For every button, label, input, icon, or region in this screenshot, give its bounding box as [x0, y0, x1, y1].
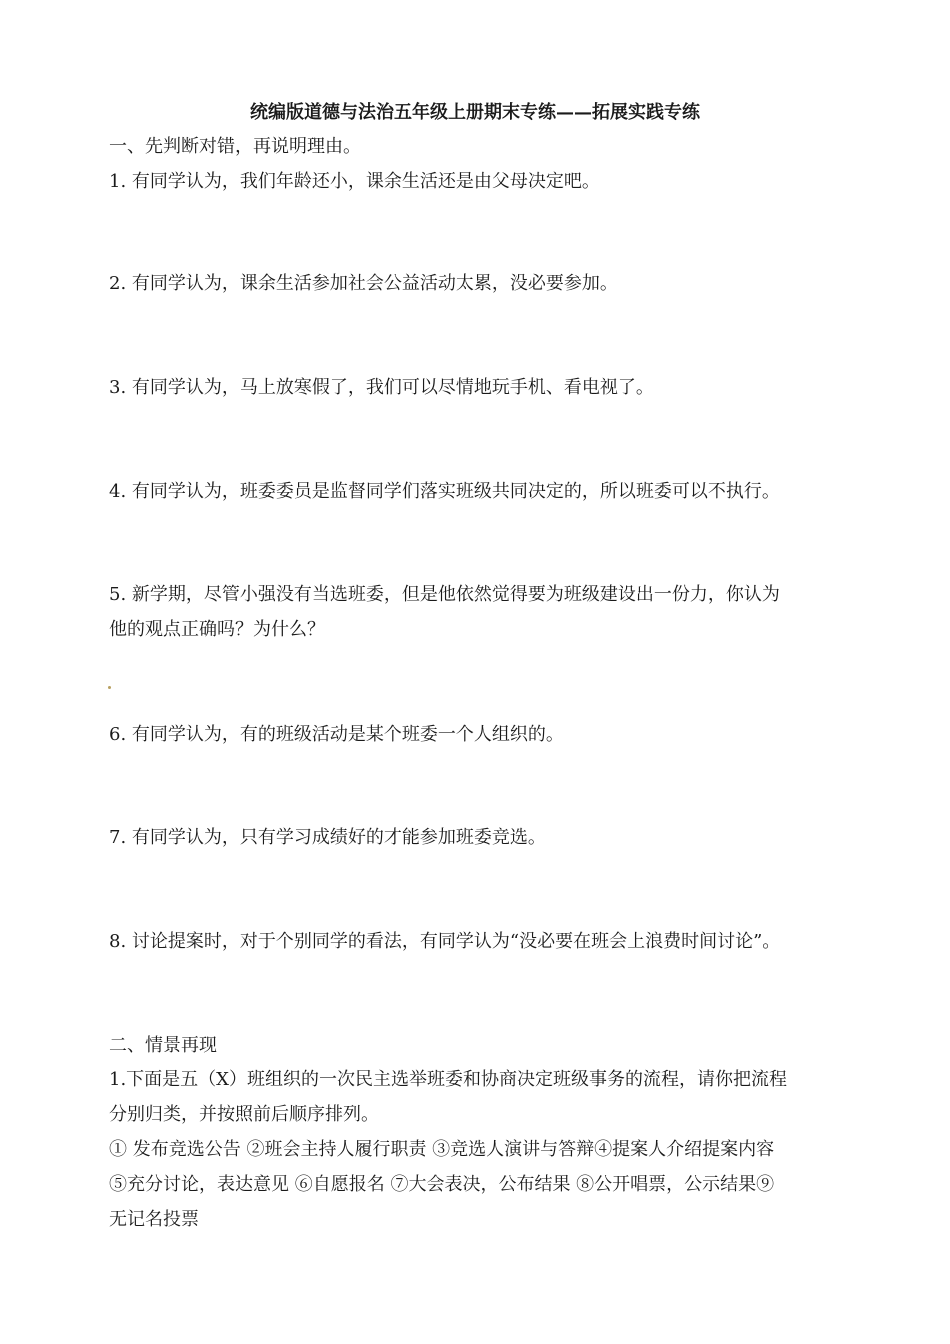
question-2: 2. 有同学认为，课余生活参加社会公益活动太累，没必要参加。 [109, 273, 618, 294]
scenario-1-line-5: 无记名投票 [109, 1209, 199, 1230]
question-8: 8. 讨论提案时，对于个别同学的看法，有同学认为“没必要在班会上浪费时间讨论”。 [109, 931, 781, 952]
question-4: 4. 有同学认为，班委委员是监督同学们落实班级共同决定的，所以班委可以不执行。 [109, 481, 780, 502]
scenario-1-line-4: ⑤充分讨论，表达意见 ⑥自愿报名 ⑦大会表决，公布结果 ⑧公开唱票，公示结果⑨ [109, 1174, 775, 1195]
scenario-1-line-1: 1.下面是五（X）班组织的一次民主选举班委和协商决定班级事务的流程，请你把流程 [109, 1069, 787, 1090]
question-5-line-2: 他的观点正确吗？为什么？ [109, 619, 325, 640]
question-3: 3. 有同学认为，马上放寒假了，我们可以尽情地玩手机、看电视了。 [109, 377, 654, 398]
section2-heading: 二、情景再现 [109, 1035, 217, 1056]
question-5-line-1: 5. 新学期，尽管小强没有当选班委，但是他依然觉得要为班级建设出一份力，你认为 [109, 584, 780, 605]
section1-heading: 一、先判断对错，再说明理由。 [109, 136, 361, 157]
scenario-1-line-3: ① 发布竞选公告 ②班会主持人履行职责 ③竞选人演讲与答辩④提案人介绍提案内容 [109, 1139, 775, 1160]
scenario-1-line-2: 分别归类，并按照前后顺序排列。 [109, 1104, 379, 1125]
stray-dot-mark [108, 686, 111, 689]
question-1: 1. 有同学认为，我们年龄还小，课余生活还是由父母决定吧。 [109, 171, 600, 192]
question-6: 6. 有同学认为，有的班级活动是某个班委一个人组织的。 [109, 724, 564, 745]
question-7: 7. 有同学认为，只有学习成绩好的才能参加班委竞选。 [109, 827, 546, 848]
document-title: 统编版道德与法治五年级上册期末专练——拓展实践专练 [250, 102, 700, 123]
